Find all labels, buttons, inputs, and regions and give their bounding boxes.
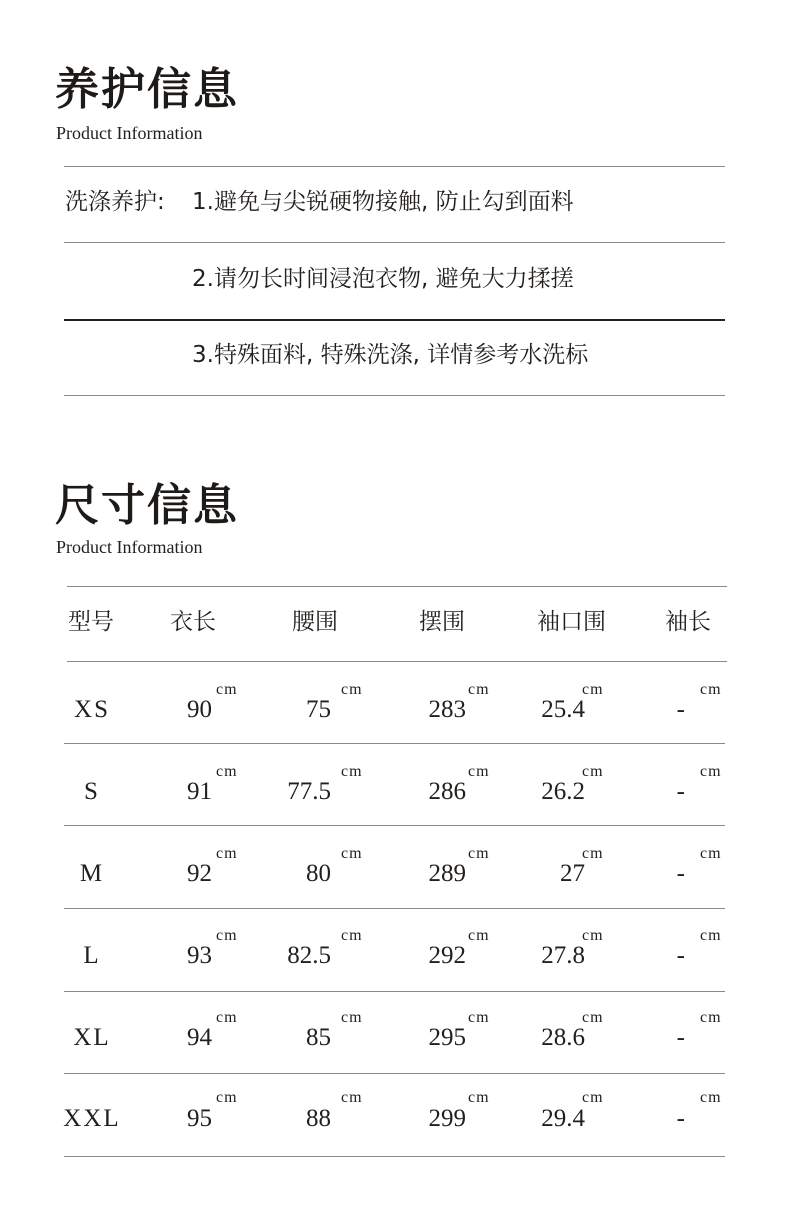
table-row-divider bbox=[64, 991, 725, 992]
unit-label: cm bbox=[341, 763, 363, 780]
size-value: 25.4 bbox=[541, 696, 585, 723]
unit-label: cm bbox=[700, 927, 722, 944]
divider bbox=[64, 242, 725, 243]
unit-label: cm bbox=[468, 681, 490, 698]
size-value: 82.5 bbox=[287, 942, 331, 969]
size-value: 75 bbox=[306, 696, 331, 723]
unit-label: cm bbox=[341, 1089, 363, 1106]
size-value: 92 bbox=[187, 860, 212, 887]
unit-label: cm bbox=[341, 1009, 363, 1026]
unit-label: cm bbox=[700, 763, 722, 780]
size-value: 91 bbox=[187, 778, 212, 805]
unit-label: cm bbox=[700, 1089, 722, 1106]
size-value: 27.8 bbox=[541, 942, 585, 969]
unit-label: cm bbox=[216, 1009, 238, 1026]
size-value: 27 bbox=[560, 860, 585, 887]
size-value: - bbox=[676, 860, 685, 887]
size-label: XL bbox=[73, 1024, 111, 1051]
table-row-divider bbox=[67, 661, 727, 662]
unit-label: cm bbox=[582, 927, 604, 944]
size-value: - bbox=[676, 1024, 685, 1051]
table-row-divider bbox=[64, 1156, 725, 1157]
table-header-cell: 袖长 bbox=[665, 609, 711, 635]
size-value: - bbox=[676, 942, 685, 969]
size-value: 77.5 bbox=[287, 778, 331, 805]
unit-label: cm bbox=[468, 927, 490, 944]
table-header-cell: 袖口围 bbox=[537, 609, 606, 635]
unit-label: cm bbox=[700, 845, 722, 862]
size-value: 88 bbox=[306, 1105, 331, 1132]
size-label: L bbox=[83, 942, 101, 969]
size-value: 90 bbox=[187, 696, 212, 723]
size-value: 85 bbox=[306, 1024, 331, 1051]
unit-label: cm bbox=[216, 763, 238, 780]
care-section-title: 养护信息 bbox=[55, 64, 239, 115]
unit-label: cm bbox=[582, 1009, 604, 1026]
table-header-cell: 衣长 bbox=[170, 609, 216, 635]
care-item-1: 1.避免与尖锐硬物接触, 防止勾到面料 bbox=[192, 189, 574, 215]
divider bbox=[64, 395, 725, 396]
divider bbox=[64, 319, 725, 321]
care-item-2: 2.请勿长时间浸泡衣物, 避免大力揉搓 bbox=[192, 266, 574, 292]
unit-label: cm bbox=[700, 1009, 722, 1026]
table-header-cell: 腰围 bbox=[292, 609, 338, 635]
unit-label: cm bbox=[216, 927, 238, 944]
unit-label: cm bbox=[582, 1089, 604, 1106]
unit-label: cm bbox=[468, 845, 490, 862]
size-value: 283 bbox=[428, 696, 466, 723]
size-section-subtitle: Product Information bbox=[56, 537, 203, 557]
size-value: 93 bbox=[187, 942, 212, 969]
size-label: XXL bbox=[63, 1105, 121, 1132]
size-value: - bbox=[676, 1105, 685, 1132]
unit-label: cm bbox=[341, 927, 363, 944]
unit-label: cm bbox=[582, 845, 604, 862]
unit-label: cm bbox=[468, 1089, 490, 1106]
size-value: - bbox=[676, 696, 685, 723]
size-value: 26.2 bbox=[541, 778, 585, 805]
table-row-divider bbox=[64, 743, 725, 744]
size-value: - bbox=[676, 778, 685, 805]
size-label: M bbox=[79, 860, 105, 887]
unit-label: cm bbox=[341, 681, 363, 698]
table-row-divider bbox=[64, 1073, 725, 1074]
table-row-divider bbox=[64, 825, 725, 826]
size-value: 295 bbox=[428, 1024, 466, 1051]
unit-label: cm bbox=[582, 681, 604, 698]
size-section-title: 尺寸信息 bbox=[55, 480, 239, 531]
table-top-border bbox=[67, 586, 727, 587]
unit-label: cm bbox=[216, 845, 238, 862]
divider bbox=[64, 166, 725, 167]
size-value: 28.6 bbox=[541, 1024, 585, 1051]
size-label: XS bbox=[74, 696, 110, 723]
table-row-divider bbox=[64, 908, 725, 909]
size-value: 80 bbox=[306, 860, 331, 887]
care-section-subtitle: Product Information bbox=[56, 123, 203, 143]
unit-label: cm bbox=[216, 1089, 238, 1106]
size-value: 292 bbox=[428, 942, 466, 969]
unit-label: cm bbox=[468, 1009, 490, 1026]
size-value: 94 bbox=[187, 1024, 212, 1051]
size-value: 95 bbox=[187, 1105, 212, 1132]
table-header-cell: 型号 bbox=[68, 609, 114, 635]
size-value: 289 bbox=[428, 860, 466, 887]
size-value: 299 bbox=[428, 1105, 466, 1132]
unit-label: cm bbox=[468, 763, 490, 780]
care-label: 洗涤养护: bbox=[65, 189, 165, 215]
size-value: 286 bbox=[428, 778, 466, 805]
unit-label: cm bbox=[700, 681, 722, 698]
unit-label: cm bbox=[582, 763, 604, 780]
unit-label: cm bbox=[216, 681, 238, 698]
unit-label: cm bbox=[341, 845, 363, 862]
care-item-3: 3.特殊面料, 特殊洗涤, 详情参考水洗标 bbox=[192, 342, 589, 368]
size-value: 29.4 bbox=[541, 1105, 585, 1132]
size-label: S bbox=[84, 778, 100, 805]
table-header-cell: 摆围 bbox=[419, 609, 465, 635]
